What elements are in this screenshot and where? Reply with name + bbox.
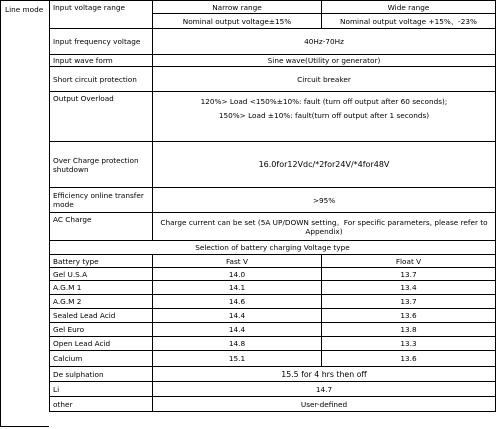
battery-type: Gel U.S.A [50, 268, 153, 281]
spec-label: AC Charge [50, 213, 153, 241]
other-label: other [50, 397, 153, 412]
float-v-value: 13.6 [322, 309, 496, 323]
li-row [50, 382, 496, 397]
wide-range-title: Wide range [322, 1, 496, 14]
input-voltage-header-row [50, 1, 496, 14]
battery-type: A.G.M 2 [50, 295, 153, 309]
spec-value: 16.0for12Vdc/*2for24V/*4for48V [153, 142, 496, 188]
float-v-value: 13.4 [322, 281, 496, 295]
overload-line: 150%> Load ±10%: fault(turn off output after 1 seconds) [218, 111, 430, 120]
wide-range-value: Nominal output voltage +15%、-23% [322, 14, 496, 29]
battery-section-title: Selection of battery charging Voltage type [50, 241, 496, 255]
fast-v-value: 14.1 [153, 281, 322, 295]
float-v-value: 13.3 [322, 337, 496, 351]
battery-header-row [50, 255, 496, 268]
spec-row [50, 142, 496, 188]
float-v-value: 13.7 [322, 268, 496, 281]
spec-table [49, 0, 496, 412]
battery-row [50, 309, 496, 323]
spec-value [153, 92, 496, 142]
desulphation-row [50, 367, 496, 382]
battery-row [50, 351, 496, 367]
spec-value: Circuit breaker [153, 67, 496, 92]
spec-row [50, 55, 496, 67]
narrow-range-title: Narrow range [153, 1, 322, 14]
battery-row [50, 323, 496, 337]
spec-label: Over Charge protection shutdown [50, 142, 153, 188]
battery-type-header: Battery type [50, 255, 153, 268]
spec-row [50, 29, 496, 55]
battery-section-title-row [50, 241, 496, 255]
desulphation-label: De sulphation [50, 367, 153, 382]
mode-label: Line mode [5, 5, 44, 14]
overload-line: 120%> Load <150%±10%: fault (turn off output after 60 seconds); [200, 97, 448, 106]
fast-v-value: 14.6 [153, 295, 322, 309]
float-v-header: Float V [322, 255, 496, 268]
spec-row [50, 92, 496, 142]
battery-row [50, 268, 496, 281]
battery-row [50, 281, 496, 295]
battery-type: Calcium [50, 351, 153, 367]
spec-value: >95% [153, 188, 496, 213]
desulphation-value: 15.5 for 4 hrs then off [153, 367, 496, 382]
fast-v-value: 14.4 [153, 309, 322, 323]
float-v-value: 13.8 [322, 323, 496, 337]
battery-type: Gel Euro [50, 323, 153, 337]
spec-value: 40Hz-70Hz [153, 29, 496, 55]
mode-column [0, 0, 49, 427]
input-voltage-label: Input voltage range [50, 1, 153, 29]
spec-label: Input frequency voltage [50, 29, 153, 55]
float-v-value: 13.6 [322, 351, 496, 367]
fast-v-value: 14.4 [153, 323, 322, 337]
spec-label: Output Overload [50, 92, 153, 142]
spec-label: Short circuit protection [50, 67, 153, 92]
spec-row [50, 213, 496, 241]
battery-row [50, 295, 496, 309]
fast-v-header: Fast V [153, 255, 322, 268]
fast-v-value: 14.8 [153, 337, 322, 351]
fast-v-value: 14.0 [153, 268, 322, 281]
battery-type: A.G.M 1 [50, 281, 153, 295]
spec-row [50, 67, 496, 92]
spec-row [50, 188, 496, 213]
narrow-range-value: Nominal output voltage±15% [153, 14, 322, 29]
spec-value: Sine wave(Utility or generator) [153, 55, 496, 67]
spec-label: Efficiency online transfer mode [50, 188, 153, 213]
fast-v-value: 15.1 [153, 351, 322, 367]
spec-label: Input wave form [50, 55, 153, 67]
li-value: 14.7 [153, 382, 496, 397]
battery-type: Open Lead Acid [50, 337, 153, 351]
battery-type: Sealed Lead Acid [50, 309, 153, 323]
battery-row [50, 337, 496, 351]
other-row [50, 397, 496, 412]
spec-value: Charge current can be set (5A UP/DOWN setting。For specific parameters, please refer to Appendix) [153, 213, 496, 241]
li-label: Li [50, 382, 153, 397]
float-v-value: 13.7 [322, 295, 496, 309]
other-value: User-defined [153, 397, 496, 412]
